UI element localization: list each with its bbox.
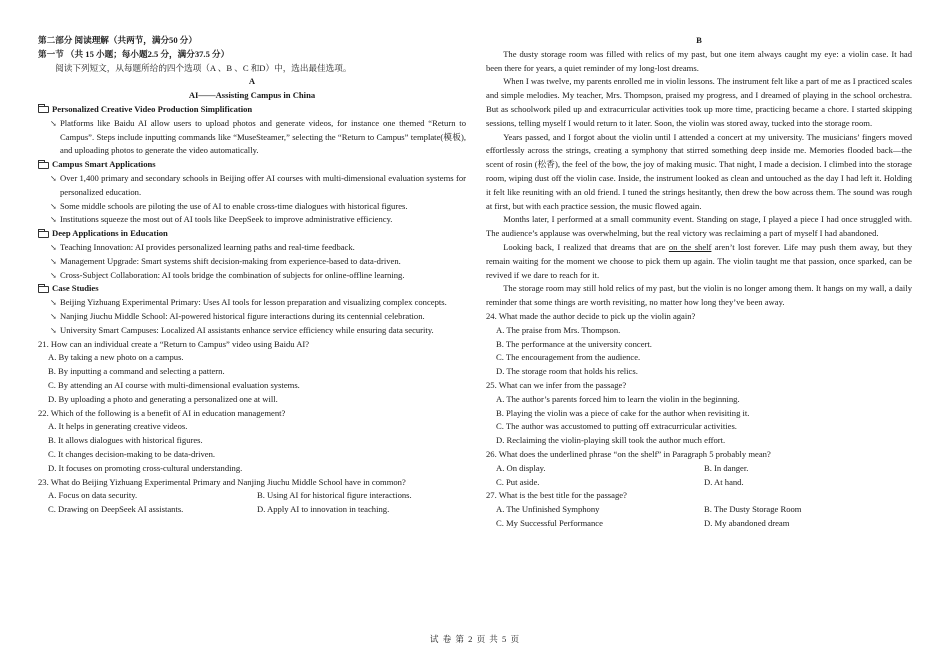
option: C. Put aside. (496, 476, 540, 487)
arrow-icon: ↘ (50, 118, 57, 128)
question-22: 22. Which of the following is a benefit of AI in education management? (38, 407, 286, 418)
question-26: 26. What does the underlined phrase “on the shelf” in Paragraph 5 probably mean? (486, 448, 771, 459)
option: A. The praise from Mrs. Thompson. (496, 324, 621, 335)
question-21: 21. How can an individual create a “Return to Campus” video using Baidu AI? (38, 338, 310, 349)
option-row (486, 503, 912, 517)
option: A. By taking a new photo on a campus. (48, 352, 184, 363)
option: D. Reclaiming the violin-playing skill took the author much effort. (496, 435, 726, 446)
bullet: ↘ University Smart Campuses: Localized AI assistants enhance service efficiency while ensuring data security. (38, 324, 466, 338)
option: B. It allows dialogues with historical figures. (48, 435, 203, 446)
left-column (38, 34, 466, 517)
question-27: 27. What is the best title for the passage? (486, 490, 627, 501)
option: A. The Unfinished Symphony (496, 504, 600, 515)
option: B. The performance at the university concert. (496, 338, 652, 349)
paragraph-1: The dusty storage room was filled with relics of my past, but one item always caught my eye: a violin case. It had been there for years, a quiet reminder of my long-lost dreams. (486, 48, 912, 73)
section-heading-2: Campus Smart Applications (38, 158, 466, 172)
option: D. At hand. (704, 476, 744, 487)
paragraph-6: The storage room may still hold relics of my past, but the violin is no longer among them. It hangs on my wall, a daily reminder that some things are worth revisiting, no matter how long they’ve been away. (486, 283, 912, 308)
section-heading-1: Personalized Creative Video Production Simplification (38, 103, 466, 117)
paragraph-2: When I was twelve, my parents enrolled me in violin lessons. The instrument felt like a part of me as I practiced scales and simple melodies. My teacher, Mrs. Thompson, praised my progress, and I dreamed of playing in the school orchestra. But as schoolwork piled up and extracurricular activities took up more time, practicing became a chore. I started skipping sessions, telling myself I would return to it later. Soon, the violin was stored away, tucked into the storage room. (486, 76, 912, 128)
bullet: ↘ Institutions squeeze the most out of AI tools like DeepSeek to improve administrative efficiency. (38, 213, 466, 227)
option: C. My Successful Performance (496, 517, 603, 528)
bullet: ↘ Cross-Subject Collaboration: AI tools bridge the combination of subjects for online-offline learning. (38, 269, 466, 283)
arrow-icon: ↘ (50, 325, 57, 335)
option: D. It focuses on promoting cross-cultural understanding. (48, 462, 243, 473)
passage-a-title: AI——Assisting Campus in China (188, 90, 316, 101)
arrow-icon: ↘ (50, 173, 57, 183)
part-heading: 第二部分 阅读理解（共两节，满分50 分） (38, 35, 197, 45)
bullet: ↘ Management Upgrade: Smart systems shift decision-making from experience-based to data-driven. (38, 255, 466, 269)
page-footer: 试 卷 第 2 页 共 5 页 (429, 634, 521, 644)
passage-b-letter: B (696, 35, 702, 45)
option: D. The storage room that holds his relics. (496, 366, 638, 377)
option-row (38, 489, 466, 503)
option: B. Playing the violin was a piece of cake for the author when revisiting it. (496, 407, 750, 418)
arrow-icon: ↘ (50, 201, 57, 211)
folder-icon (38, 231, 49, 238)
bullet: ↘ Platforms like Baidu AI allow users to upload photos and generate videos, for instance one themed “Return to Campus”. Steps include inputting commands like “MuseSteamer,” selecting the “Return to Campus” template(模板), and uploading photos to generate the video automatically. (50, 117, 466, 156)
arrow-icon: ↘ (50, 215, 57, 225)
section-heading: 第一节 （共 15 小题；每小题2.5 分，满分37.5 分） (38, 48, 230, 59)
paragraph-5: Looking back, I realized that dreams that are on the shelf aren’t lost forever. Life may push them away, but they remain waiting for the moment we choose to pick them up again. The violin taught me that passion, once sparked, can be revived if we dare to reach for it. (486, 241, 912, 280)
bullet: ↘ Over 1,400 primary and secondary schools in Beijing offer AI courses with multi-dimensional evaluation systems for personalized education. (50, 172, 466, 197)
option-row (486, 462, 912, 476)
section-heading-3: Deep Applications in Education (38, 227, 466, 241)
option: A. The author’s parents forced him to learn the violin in the beginning. (496, 393, 740, 404)
arrow-icon: ↘ (50, 311, 57, 321)
arrow-icon: ↘ (50, 242, 57, 252)
bullet: ↘ Beijing Yizhuang Experimental Primary: Uses AI tools for lesson preparation and visualizing complex concepts. (38, 296, 466, 310)
option: C. The author was accustomed to putting off extracurricular activities. (496, 421, 737, 432)
bullet: ↘ Teaching Innovation: AI provides personalized learning paths and real-time feedback. (38, 241, 466, 255)
right-column (486, 34, 912, 531)
section-heading-4: Case Studies (38, 282, 466, 296)
option: B. In danger. (704, 462, 749, 473)
question-24: 24. What made the author decide to pick up the violin again? (486, 310, 696, 321)
arrow-icon: ↘ (50, 298, 57, 308)
option-row (38, 503, 466, 517)
arrow-icon: ↘ (50, 270, 57, 280)
option: C. It changes decision-making to be data-driven. (48, 448, 216, 459)
option: A. It helps in generating creative videos. (48, 421, 188, 432)
question-23: 23. What do Beijing Yizhuang Experimental Primary and Nanjing Jiuchu Middle School have in common? (38, 476, 406, 487)
option-row (486, 517, 912, 531)
folder-icon (38, 106, 49, 113)
option: B. The Dusty Storage Room (704, 504, 802, 515)
question-25: 25. What can we infer from the passage? (486, 379, 627, 390)
paragraph-3: Years passed, and I forgot about the violin until I attended a concert at my university. The musicians’ fingers moved effortlessly across the strings, creating a symphony that stirred something deep inside me. Memories flooded back—the scent of rosin (松香), the feel of the bow, the joy of making music. That night, I made a decision. I climbed into the storage room, wiping dust off the violin case. Inside, the instrument looked as clean and untouched as the day I had left it. Holding it felt like reuniting with an old friend. I tuned the strings hesitantly, then drew the bow across them. The sound was rough at first, but with each practice session, the music flowed again. (486, 131, 912, 211)
underlined-phrase: on the shelf (668, 241, 712, 252)
option: D. My abandoned dream (704, 517, 790, 528)
passage-a-letter: A (248, 76, 256, 87)
option: C. By attending an AI course with multi-dimensional evaluation systems. (48, 379, 300, 390)
option: B. Using AI for historical figure interactions. (257, 490, 412, 501)
option: C. Drawing on DeepSeek AI assistants. (48, 504, 184, 515)
arrow-icon: ↘ (50, 256, 57, 266)
option: C. The encouragement from the audience. (496, 352, 641, 363)
folder-icon (38, 162, 49, 169)
bullet: ↘ Some middle schools are piloting the use of AI to enable cross-time dialogues with historical figures. (38, 200, 466, 214)
folder-icon (38, 286, 49, 293)
option: A. On display. (496, 462, 546, 473)
option: D. By uploading a photo and generating a personalized one at will. (48, 393, 278, 404)
option: D. Apply AI to innovation in teaching. (257, 504, 390, 515)
option: A. Focus on data security. (48, 490, 138, 501)
paragraph-4: Months later, I performed at a small community event. Standing on stage, I played a piece I had once struggled with. The audience’s applause was overwhelming, but the real victory was reclaiming a part of myself I had abandoned. (486, 214, 912, 239)
option-row (486, 476, 912, 490)
bullet: ↘ Nanjing Jiuchu Middle School: AI-powered historical figure interactions during its centennial celebration. (38, 310, 466, 324)
option: B. By inputting a command and selecting a pattern. (48, 366, 225, 377)
instruction: 阅读下列短文，从每题所给的四个选项（A 、B 、C 和D）中，选出最佳选项。 (55, 62, 352, 73)
